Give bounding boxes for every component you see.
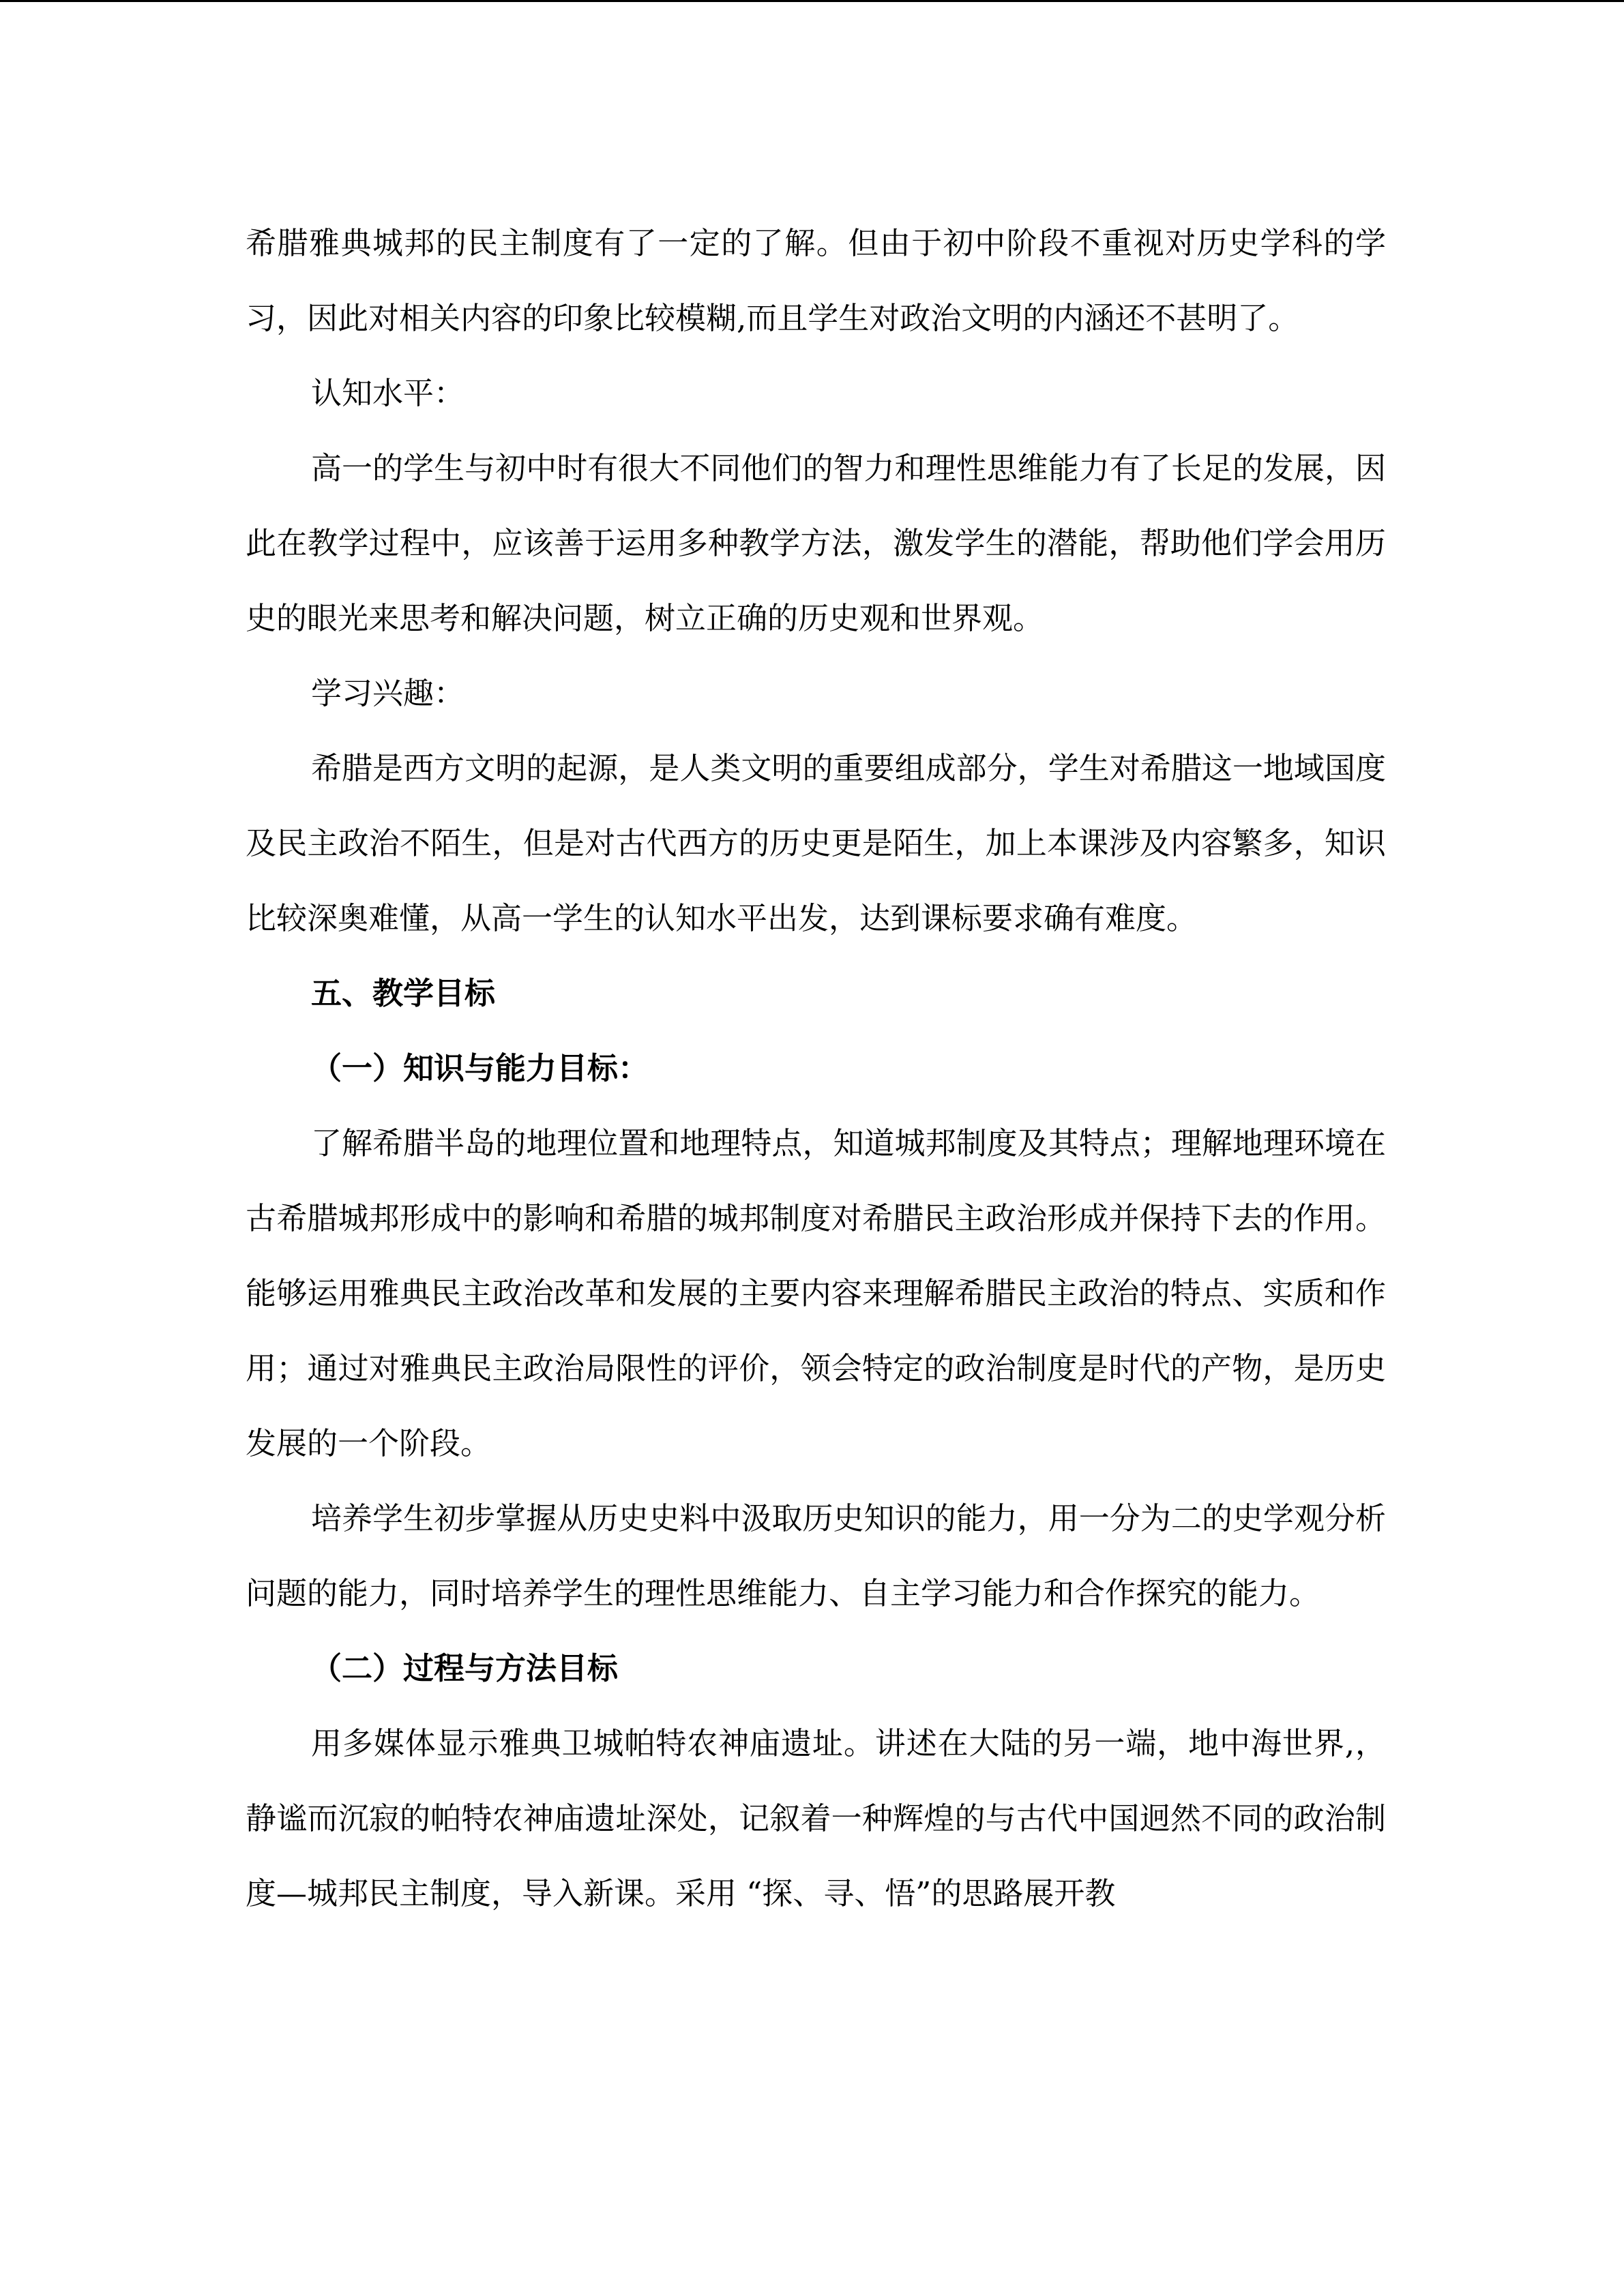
page-top-border xyxy=(0,0,1624,2)
paragraph-knowledge-goals: 了解希腊半岛的地理位置和地理特点，知道城邦制度及其特点；理解地理环境在古希腊城邦形成中的影响和希腊的城邦制度对希腊民主政治形成并保持下去的作用。能够运用雅典民主政治改革和发展的主要内容来理解希腊民主政治的特点、实质和作用；通过对雅典民主政治局限性的评价，领会特定的政治制度是时代的产物，是历史发展的一个阶段。 xyxy=(246,1125,1386,1461)
label-cognitive-level: 认知水平： xyxy=(311,375,465,411)
subheading-process-method: （二）过程与方法目标 xyxy=(311,1650,619,1686)
paragraph-cognitive-level: 高一的学生与初中时有很大不同他们的智力和理性思维能力有了长足的发展，因此在教学过程中，应该善于运用多种教学方法，激发学生的潜能，帮助他们学会用历史的眼光来思考和解决问题，树立正确的历史观和世界观。 xyxy=(246,450,1386,636)
label-learning-interest: 学习兴趣： xyxy=(311,675,465,711)
section-heading-teaching-goals: 五、教学目标 xyxy=(311,975,496,1011)
paragraph-ability-goals: 培养学生初步掌握从历史史料中汲取历史知识的能力，用一分为二的史学观分析问题的能力，同时培养学生的理性思维能力、自主学习能力和合作探究的能力。 xyxy=(246,1500,1386,1611)
paragraph-prior-knowledge: 希腊雅典城邦的民主制度有了一定的了解。但由于初中阶段不重视对历史学科的学习，因此对相关内容的印象比较模糊,而且学生对政治文明的内涵还不甚明了。 xyxy=(246,225,1386,336)
paragraph-process-method: 用多媒体显示雅典卫城帕特农神庙遗址。讲述在大陆的另一端，地中海世界,，静谧而沉寂的帕特农神庙遗址深处，记叙着一种辉煌的与古代中国迥然不同的政治制度—城邦民主制度，导入新课。采用 “探、寻、悟”的思路展开教 xyxy=(246,1725,1386,1911)
document-page xyxy=(246,206,1386,1931)
paragraph-learning-interest: 希腊是西方文明的起源，是人类文明的重要组成部分，学生对希腊这一地域国度及民主政治不陌生，但是对古代西方的历史更是陌生，加上本课涉及内容繁多，知识比较深奥难懂，从高一学生的认知水平出发，达到课标要求确有难度。 xyxy=(246,750,1386,936)
subheading-knowledge-ability: （一）知识与能力目标： xyxy=(311,1050,649,1086)
